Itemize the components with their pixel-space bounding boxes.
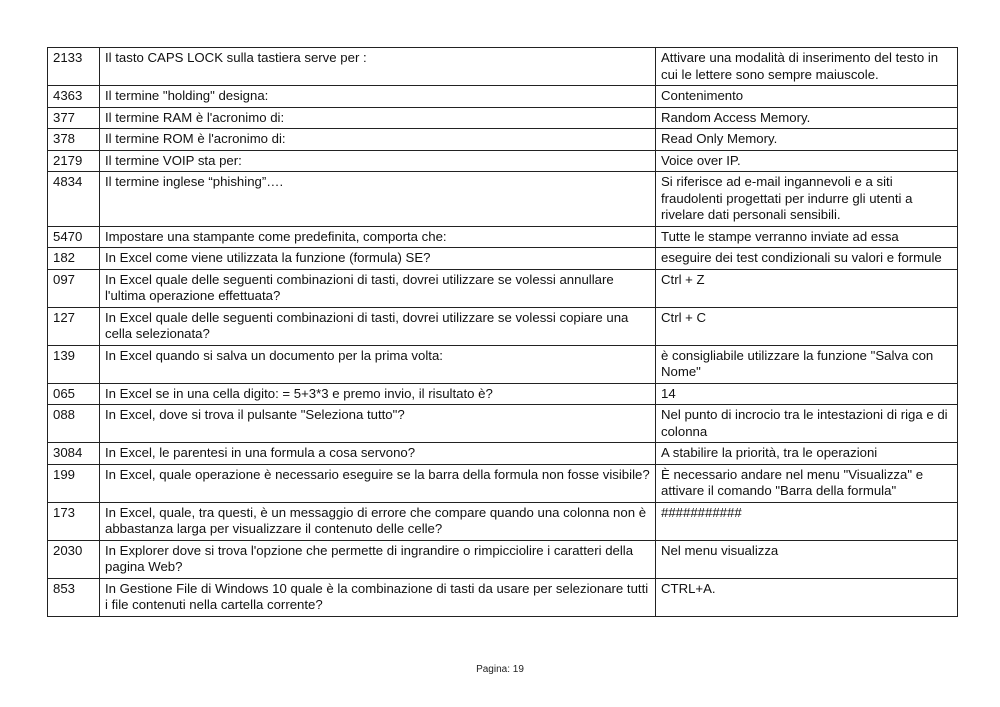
answer-text: A stabilire la priorità, tra le operazioni <box>656 443 958 465</box>
question-id: 065 <box>48 383 100 405</box>
question-text: In Excel, le parentesi in una formula a cosa servono? <box>100 443 656 465</box>
question-text: Il termine inglese “phishing”…. <box>100 172 656 227</box>
table-row <box>48 464 958 502</box>
question-text: Il termine VOIP sta per: <box>100 150 656 172</box>
answer-text: Ctrl + Z <box>656 269 958 307</box>
question-id: 3084 <box>48 443 100 465</box>
question-text: In Excel, dove si trova il pulsante "Seleziona tutto"? <box>100 405 656 443</box>
answer-text: Read Only Memory. <box>656 129 958 151</box>
question-id: 4363 <box>48 86 100 108</box>
question-id: 2133 <box>48 48 100 86</box>
answer-text: È necessario andare nel menu "Visualizza" e attivare il comando "Barra della formula" <box>656 464 958 502</box>
question-id: 088 <box>48 405 100 443</box>
question-text: Il termine ROM è l'acronimo di: <box>100 129 656 151</box>
table-row <box>48 129 958 151</box>
answer-text: CTRL+A. <box>656 578 958 616</box>
question-id: 2030 <box>48 540 100 578</box>
question-text: In Gestione File di Windows 10 quale è la combinazione di tasti da usare per selezionare tutti i file contenuti nella cartella corrente? <box>100 578 656 616</box>
question-text: In Excel come viene utilizzata la funzione (formula) SE? <box>100 248 656 270</box>
table-row <box>48 172 958 227</box>
question-id: 2179 <box>48 150 100 172</box>
answer-text: Si riferisce ad e-mail ingannevoli e a siti fraudolenti progettati per indurre gli utenti a rivelare dati personali sensibili. <box>656 172 958 227</box>
answer-text: Tutte le stampe verranno inviate ad essa <box>656 226 958 248</box>
answer-text: ########### <box>656 502 958 540</box>
table-row <box>48 226 958 248</box>
question-id: 097 <box>48 269 100 307</box>
answer-text: è consigliabile utilizzare la funzione "Salva con Nome" <box>656 345 958 383</box>
question-text: In Excel quale delle seguenti combinazioni di tasti, dovrei utilizzare se volessi annullare l'ultima operazione effettuata? <box>100 269 656 307</box>
answer-text: Nel menu visualizza <box>656 540 958 578</box>
page-number: Pagina: 19 <box>476 664 524 675</box>
table-row <box>48 502 958 540</box>
answer-text: Voice over IP. <box>656 150 958 172</box>
question-text: Impostare una stampante come predefinita, comporta che: <box>100 226 656 248</box>
answer-text: Nel punto di incrocio tra le intestazioni di riga e di colonna <box>656 405 958 443</box>
question-id: 853 <box>48 578 100 616</box>
question-text: In Excel, quale operazione è necessario eseguire se la barra della formula non fosse visibile? <box>100 464 656 502</box>
answer-text: Attivare una modalità di inserimento del testo in cui le lettere sono sempre maiuscole. <box>656 48 958 86</box>
question-id: 377 <box>48 107 100 129</box>
question-id: 173 <box>48 502 100 540</box>
answer-text: Contenimento <box>656 86 958 108</box>
question-id: 127 <box>48 307 100 345</box>
table-row <box>48 540 958 578</box>
question-text: In Excel, quale, tra questi, è un messaggio di errore che compare quando una colonna non è abbastanza larga per visualizzare il contenuto delle celle? <box>100 502 656 540</box>
table-row <box>48 150 958 172</box>
question-id: 4834 <box>48 172 100 227</box>
question-text: Il tasto CAPS LOCK sulla tastiera serve per : <box>100 48 656 86</box>
table-row <box>48 269 958 307</box>
question-id: 199 <box>48 464 100 502</box>
question-text: Il termine "holding" designa: <box>100 86 656 108</box>
table-row <box>48 578 958 616</box>
question-id: 139 <box>48 345 100 383</box>
table-row <box>48 405 958 443</box>
question-text: In Excel se in una cella digito: = 5+3*3 e premo invio, il risultato è? <box>100 383 656 405</box>
table-row <box>48 86 958 108</box>
question-text: In Excel quando si salva un documento per la prima volta: <box>100 345 656 383</box>
question-text: In Explorer dove si trova l'opzione che permette di ingrandire o rimpicciolire i caratteri della pagina Web? <box>100 540 656 578</box>
question-id: 182 <box>48 248 100 270</box>
question-id: 378 <box>48 129 100 151</box>
question-text: In Excel quale delle seguenti combinazioni di tasti, dovrei utilizzare se volessi copiare una cella selezionata? <box>100 307 656 345</box>
table-row <box>48 107 958 129</box>
table-row <box>48 383 958 405</box>
answer-text: eseguire dei test condizionali su valori e formule <box>656 248 958 270</box>
question-id: 5470 <box>48 226 100 248</box>
question-text: Il termine RAM è l'acronimo di: <box>100 107 656 129</box>
answer-text: Random Access Memory. <box>656 107 958 129</box>
answer-text: 14 <box>656 383 958 405</box>
table-row <box>48 248 958 270</box>
quiz-table-body <box>48 48 958 617</box>
answer-text: Ctrl + C <box>656 307 958 345</box>
table-row <box>48 345 958 383</box>
table-row <box>48 443 958 465</box>
table-row <box>48 307 958 345</box>
quiz-table <box>47 47 958 617</box>
table-row <box>48 48 958 86</box>
